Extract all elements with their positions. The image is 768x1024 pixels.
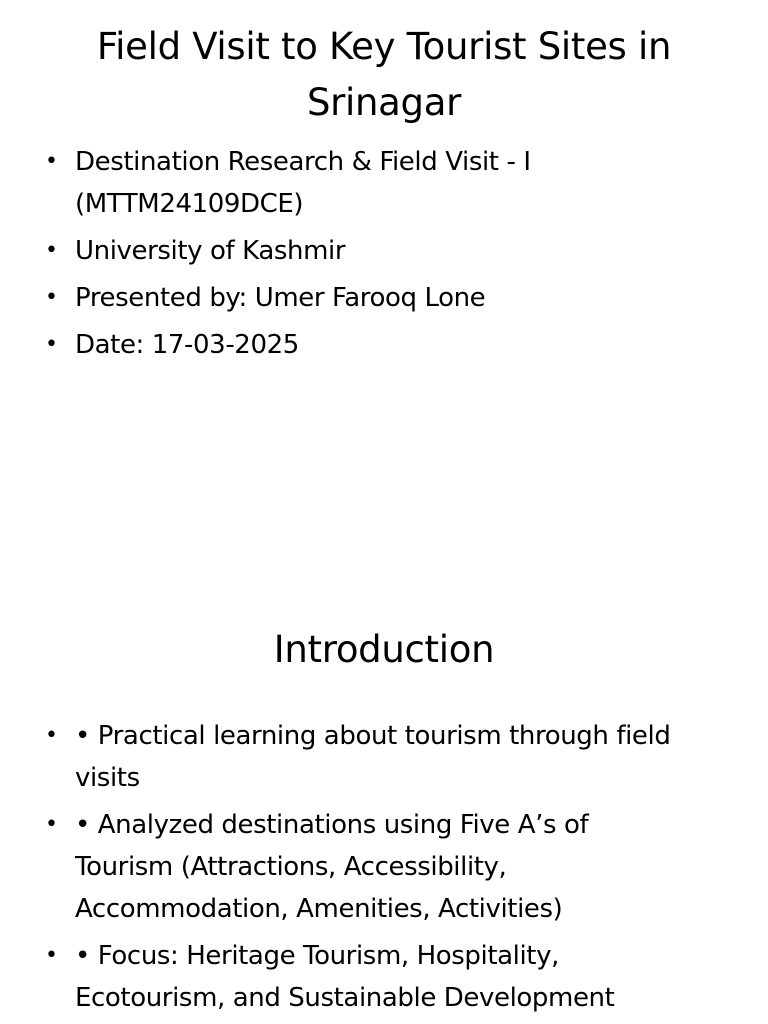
bullet-practical-learning [40, 715, 690, 799]
bullet-focus [40, 935, 690, 1019]
bullet-marker: • [45, 149, 58, 174]
bullet-text: Destination Research & Field Visit - I (MTTM24109DCE) [75, 147, 531, 219]
bullet-text: University of Kashmir [75, 236, 346, 266]
introduction-heading: Introduction [273, 628, 495, 671]
bullet-marker: • [45, 332, 58, 357]
bullet-marker: • [45, 285, 58, 310]
bullet-marker: • [45, 812, 58, 837]
bullet-course [40, 141, 690, 225]
slide-introduction [0, 560, 768, 1024]
bullet-presenter [40, 277, 690, 319]
bullet-university [40, 230, 690, 272]
introduction-bullet-list [40, 715, 690, 1024]
slide-title-heading: Field Visit to Key Tourist Sites in Srinagar [96, 25, 672, 124]
bullet-text: • Analyzed destinations using Five A’s of Tourism (Attractions, Accessibility, Accommodation, Amenities, Activities) [75, 810, 589, 924]
bullet-text: • Practical learning about tourism through field visits [75, 721, 671, 793]
bullet-text: Date: 17-03-2025 [75, 330, 299, 360]
bullet-five-as [40, 804, 690, 930]
bullet-marker: • [45, 238, 58, 263]
bullet-marker: • [45, 723, 58, 748]
title-slide-bullet-list [40, 141, 690, 371]
bullet-date [40, 324, 690, 366]
bullet-text: Presented by: Umer Farooq Lone [75, 283, 486, 313]
bullet-text: • Focus: Heritage Tourism, Hospitality, Ecotourism, and Sustainable Development [75, 941, 615, 1013]
bullet-marker: • [45, 943, 58, 968]
